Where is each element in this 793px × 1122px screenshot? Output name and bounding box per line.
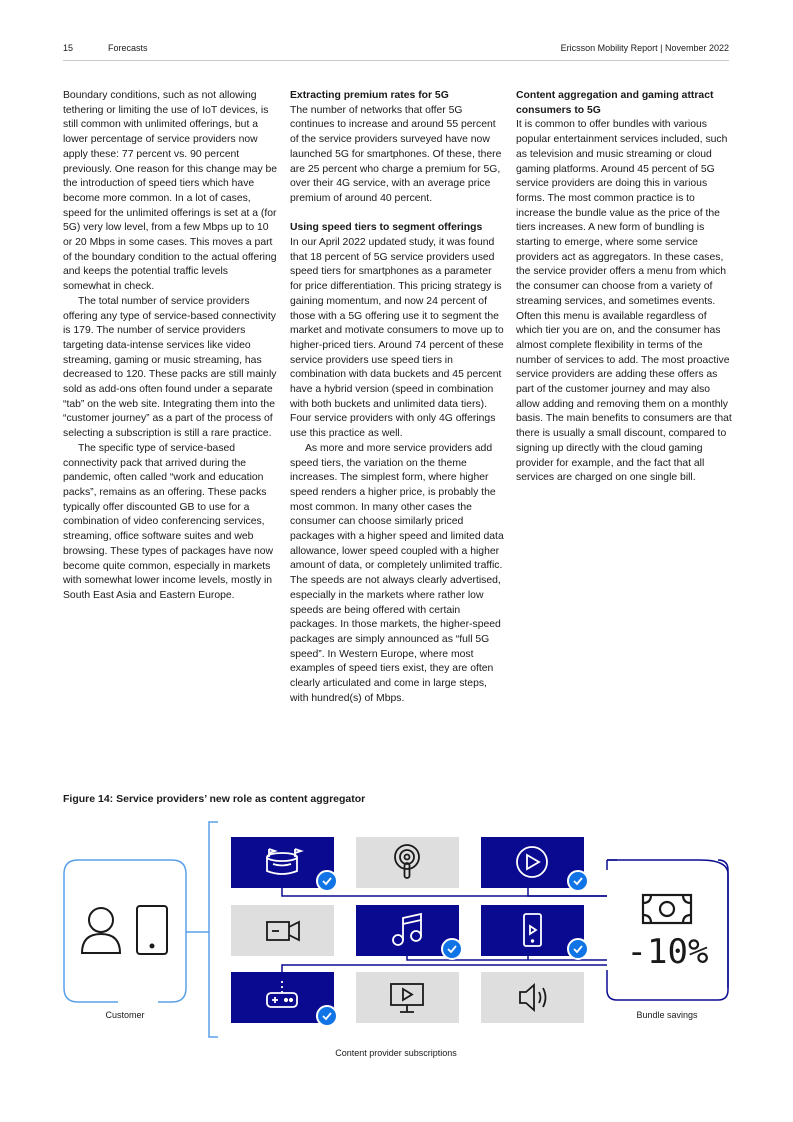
banknote-icon (643, 895, 691, 923)
tile-mobile-video (481, 905, 584, 956)
screen-play-icon (356, 972, 459, 1023)
tile-speaker (481, 972, 584, 1023)
section-heading: Content aggregation and gaming attract consumers to 5G (516, 90, 714, 116)
text-column-2 (290, 89, 505, 707)
paragraph: In our April 2022 updated study, it was found that 18 percent of 5G service providers used speed tiers for smartphones as a parameter for price differentiation. This pricing strategy is gaining momentum, and now 24 percent of those with a 5G offering use it to segment the market and motivate consumers to move up to higher-priced tiers. Around 74 percent of these service providers use speed tiers in combination with data buckets and 45 percent have a hybrid version (speed in combination with both buckets and unlimited data tiers). Four service providers with only 4G offerings use this practice as well. (290, 237, 504, 440)
savings-label: Bundle savings (636, 1010, 698, 1020)
check-icon (316, 1005, 338, 1027)
person-icon (82, 908, 120, 953)
tile-gamepad (231, 972, 334, 1023)
section-heading: Using speed tiers to segment offerings (290, 222, 483, 234)
video-camera-icon (231, 905, 334, 956)
subscriptions-label: Content provider subscriptions (335, 1048, 457, 1058)
check-icon (441, 938, 463, 960)
page-header (63, 40, 729, 61)
text-column-1 (63, 89, 278, 604)
customer-label: Customer (105, 1010, 145, 1020)
check-icon (316, 870, 338, 892)
tile-video-camera (231, 905, 334, 956)
figure-title: Figure 14: Service providers’ new role as content aggregator (63, 793, 366, 805)
savings-frame (607, 860, 728, 1000)
podcast-icon (356, 837, 459, 888)
paragraph: It is common to offer bundles with various popular entertainment services included, such as television and music streaming or cloud gaming platforms. Around 45 percent of 5G service providers are doing this in various forms. The most common practice is to increase the bundle value as the price of the tiers increases. A new form of bundling is starting to emerge, where some service providers act as aggregators. In these cases, the service provider offers a menu from which the consumer can choose from a variety of streaming services, and sometimes events. Often this menu is available regardless of which tier you are on, and the consumer has almost complete flexibility in terms of the number of services to add. The most proactive service providers are adding these offers as part of the customer journey and may also allow adding and removing them on a monthly basis. The main benefits to consumers are that there is usually a small discount, compared to signing up directly with the cloud gaming provider for example, and the fact that all services are charged on one single bill. (516, 119, 732, 484)
tile-screen-play (356, 972, 459, 1023)
speaker-icon (481, 972, 584, 1023)
page-number: 15 (63, 43, 74, 53)
paragraph: The number of networks that offer 5G continues to increase and around 55 percent of the service providers surveyed have now launched 5G for smartphones. Of these, there are 25 percent who charge a premium for 5G, over their 4G service, with an average price premium of around 40 percent. (290, 104, 502, 204)
phone-icon (137, 906, 167, 954)
check-icon (567, 938, 589, 960)
tile-stadium (231, 837, 334, 888)
paragraph: The total number of service providers offering any type of service-based connectivity is 179. The number of service providers targeting data-intense services like video streaming, gaming or music streaming, has decreased to 120. These packs are still mainly sold as add-ons often found under a separate “tab” on the web site. Integrating them into the “customer journey” as a part of the process of selecting a subscription is still a rare practice. (63, 295, 277, 440)
report-title: Ericsson Mobility Report | November 2022 (560, 43, 729, 53)
section-heading: Extracting premium rates for 5G (290, 90, 449, 101)
paragraph: Boundary conditions, such as not allowing tethering or limiting the use of IoT devices, is still common with unlimited offerings, but a lower percentage of service providers now apply these: 77 percent vs. 90 percent previously. One reason for this change may be the introduction of speed tiers which have become more common. In a lot of cases, speed for the unlimited offerings is set at a (for 5G) very low level, from a few Mbps up to 10 or 20 Mbps in some cases. This moves a part of the boundary condition to the actual offering and keeps the potential traffic levels somewhat in check. (63, 90, 278, 293)
paragraph: The specific type of service-based connectivity pack that arrived during the pandemic, often called “work and education packs”, remains as an offering. These packs typically offer discounted GB to use for a combination of video conferencing services, streaming, office software suites and web browsing. These types of packages have now become quite common, especially in markets with somewhat lower income levels, mostly in South East Asia and Eastern Europe. (63, 442, 274, 601)
tile-podcast (356, 837, 459, 888)
paragraph: As more and more service providers add speed tiers, the variation on the theme increases. The simplest form, where higher speed renders a higher price, is probably the most common. In many other cases the consumer can choose similarly priced packages with a higher speed and limited data allowance, lower speed coupled with a higher amount of data, or completely unlimited traffic. The speeds are not always clearly advertised, especially in the markets where rather low speeds are being offered with certain packages. In those markets, the higher-speed packages are simply announced as “full 5G speed”. In Western Europe, where most examples of speed tiers exist, they are often clearly articulated and come in large steps, with hundred(s) of Mbps. (290, 442, 504, 704)
text-column-3 (516, 89, 732, 486)
savings-value: -10% (626, 932, 709, 972)
tiles-bracket (209, 822, 218, 1037)
section-title: Forecasts (108, 43, 148, 53)
tile-play (481, 837, 584, 888)
tile-music (356, 905, 459, 956)
check-icon (567, 870, 589, 892)
